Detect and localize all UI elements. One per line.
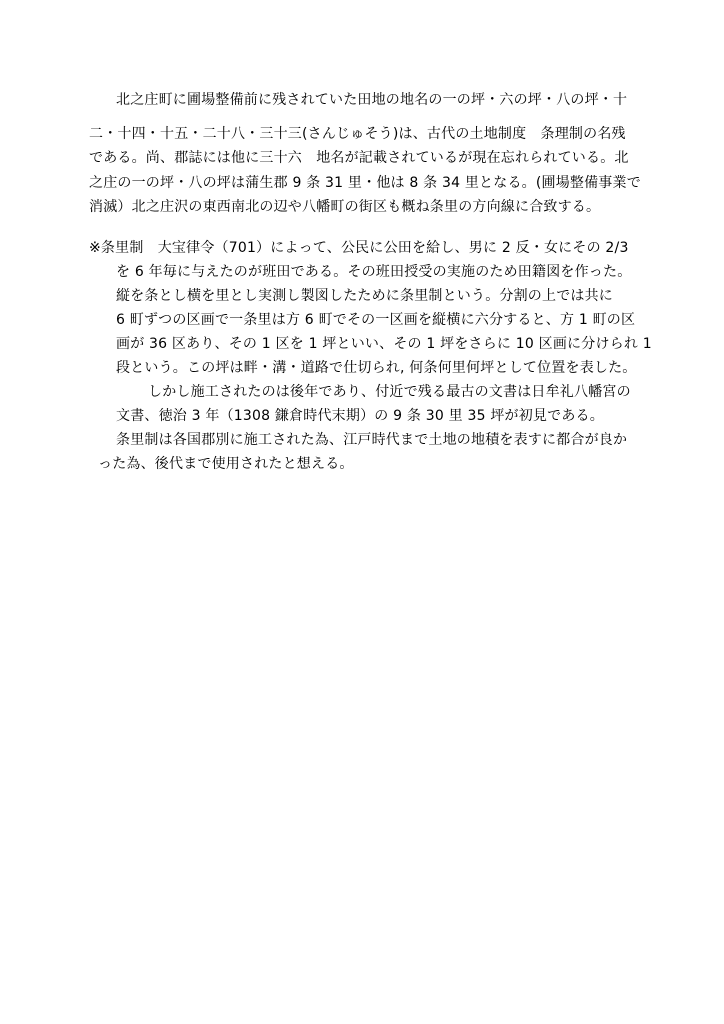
note-heading-line: ※条里制 大宝律令（701）によって、公民に公田を給し、男に 2 反・女にその 2/3 bbox=[89, 240, 629, 256]
note-line-2: を 6 年毎に与えたのが班田である。その班田授受の実施のため田籍図を作った。 bbox=[116, 264, 632, 280]
note-line-4: 6 町ずつの区画で一条里は方 6 町でその一区画を縦横に六分すると、方 1 町の区 bbox=[116, 312, 636, 328]
note-line-9: 条里制は各国郡別に施工された為、江戸時代まで土地の地積を表すに都合が良か bbox=[116, 432, 628, 448]
note-line-6: 段という。この坪は畔・溝・道路で仕切られ, 何条何里何坪として位置を表した。 bbox=[116, 360, 637, 376]
note-line-8: 文書、徳治 3 年（1308 鎌倉時代末期）の 9 条 30 里 35 坪が初見である。 bbox=[116, 408, 604, 424]
note-line-5: 画が 36 区あり、その 1 区を 1 坪といい、その 1 坪をさらに 10 区画に分けられ 1 bbox=[116, 336, 652, 352]
note-line-3: 縦を条とし横を里とし実測し製図したために条里制という。分割の上では共に bbox=[116, 288, 613, 304]
note-line-10: った為、後代まで使用されたと想える。 bbox=[98, 456, 354, 472]
paragraph-1-line-4: 之庄の一の坪・八の坪は蒲生郡 9 条 31 里・他は 8 条 34 里となる。(圃場整備事業で bbox=[89, 175, 641, 191]
paragraph-1-line-5: 消滅）北之庄沢の東西南北の辺や八幡町の街区も概ね条里の方向線に合致する。 bbox=[89, 199, 601, 215]
note-line-7: しかし施工されたのは後年であり、付近で残る最古の文書は日牟礼八幡宮の bbox=[148, 384, 631, 400]
paragraph-1-line-3: である。尚、郡誌には他に三十六 地名が記載されているが現在忘れられている。北 bbox=[89, 150, 629, 166]
paragraph-1-line-1: 北之庄町に圃場整備前に残されていた田地の地名の一の坪・六の坪・八の坪・十 bbox=[116, 92, 628, 108]
paragraph-1-line-2: 二・十四・十五・二十八・三十三(さんじゅそう)は、古代の土地制度 条理制の名残 bbox=[89, 126, 626, 142]
